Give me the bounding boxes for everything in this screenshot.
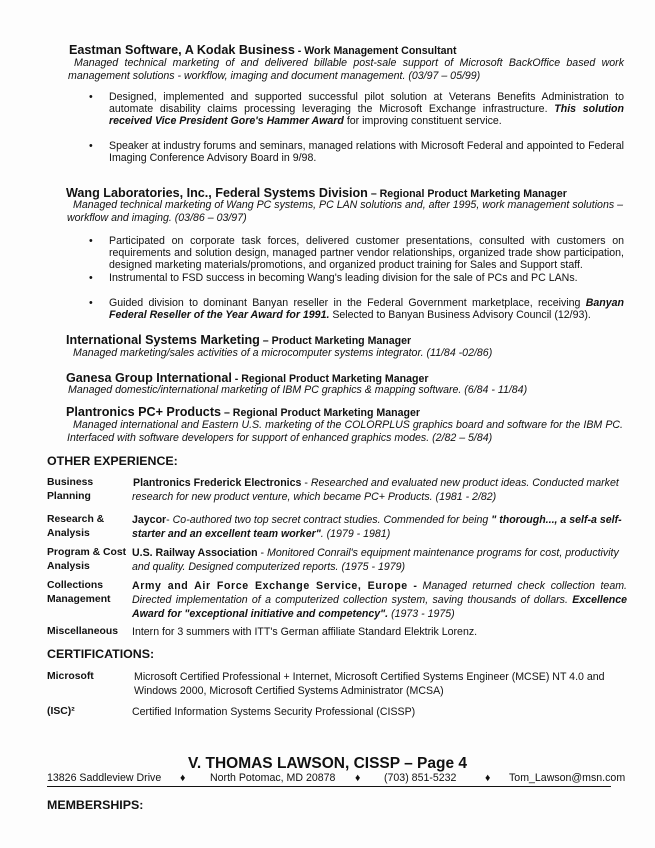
section-heading-other-experience: OTHER EXPERIENCE: [47, 454, 178, 468]
bullet-icon: • [89, 140, 93, 152]
bullet-item: • Designed, implemented and supported successful pilot solution at Veterans Benefits Administration to automate disability claims processing leveraging the Microsoft Exchange infrastructure. This solution received Vice President Gore's Hammer Award for improving constituent service. [89, 91, 624, 128]
certification-label: Microsoft [47, 671, 94, 682]
experience-entry: Plantronics Frederick Electronics - Researched and evaluated new product ideas. Conducted market research for new product venture, which became PC+ Products. (1981 - 2/82) [132, 477, 619, 503]
phone-number: (703) 851-5232 [384, 772, 457, 784]
contact-line [47, 772, 626, 787]
bullet-item: • Participated on corporate task forces, delivered customer presentations, consulted with customers on requirements and solution design, managed partner vendor relationships, organized trade show participation, designed marketing materials/promotions, and organized product training for Sales and Support staff. [89, 235, 624, 272]
experience-entry: Intern for 3 summers with ITT's German affiliate Standard Elektrik Lorenz. [132, 626, 478, 638]
company-name: Eastman Software, A Kodak Business [69, 43, 295, 57]
job-title: Regional Product Marketing Manager [379, 188, 567, 200]
bullet-icon: • [89, 297, 93, 309]
job-title: Regional Product Marketing Manager [241, 373, 429, 385]
company-name: Ganesa Group International [66, 371, 232, 385]
job-description: Managed technical marketing of and delivered billable post-sale support of Microsoft BackOffice based work management solutions - workflow, imaging and document management. (03/97 – 05/99) [68, 57, 624, 82]
bullet-item: • Guided division to dominant Banyan reseller in the Federal Government marketplace, receiving Banyan Federal Reseller of the Year Award for 1991. Selected to Banyan Business Advisory Council (12/93). [89, 297, 624, 322]
bullet-item: • Speaker at industry forums and seminars, managed relations with Microsoft Federal and appointed to Federal Imaging Conference Advisory Board in 9/98. [89, 140, 624, 165]
company-name: International Systems Marketing [66, 333, 260, 347]
job-heading: Eastman Software, A Kodak Business - Work Management Consultant [69, 43, 457, 57]
company-name: Wang Laboratories, Inc., Federal Systems Division [66, 186, 368, 200]
experience-entry: U.S. Railway Association - Monitored Conrail's equipment maintenance programs for cost, productivity and quality. Designed computerized reports. (1975 - 1979) [132, 547, 619, 573]
experience-category-label: Miscellaneous [47, 626, 119, 637]
bullet-icon: • [89, 235, 93, 247]
address-city: North Potomac, MD 20878 [210, 772, 336, 784]
certification-entry: Certified Information Systems Security Professional (CISSP) [132, 706, 416, 718]
certification-label: (ISC)² [47, 706, 75, 717]
job-heading: Ganesa Group International - Regional Product Marketing Manager [66, 371, 429, 385]
job-description: Managed technical marketing of Wang PC systems, PC LAN solutions and, after 1995, work management solutions – workflow and imaging. (03/86 – 03/97) [67, 199, 623, 224]
experience-category-label: Program & Cost Analysis [47, 547, 127, 572]
section-heading-memberships: MEMBERSHIPS: [47, 798, 144, 812]
experience-entry: Jaycor- Co-authored two top secret contract studies. Commended for being " thorough..., a self-a self-starter and an excellent team worker". (1979 - 1981) [132, 514, 622, 540]
certification-entry: Microsoft Certified Professional + Internet, Microsoft Certified Systems Engineer (MCSE) NT 4.0 and Windows 2000, Microsoft Certified Systems Administrator (MCSA) [134, 671, 605, 697]
diamond-icon: ♦ [355, 772, 361, 784]
email-link[interactable]: Tom_Lawson@msn.com [509, 772, 626, 784]
job-description: Managed marketing/sales activities of a microcomputer systems integrator. (11/84 -02/86) [73, 347, 493, 359]
company-name: Plantronics PC+ Products [66, 405, 222, 419]
job-heading: Wang Laboratories, Inc., Federal Systems Division – Regional Product Marketing Manager [66, 186, 567, 200]
job-heading: International Systems Marketing – Product Marketing Manager [66, 333, 412, 347]
address-street: 13826 Saddleview Drive [47, 772, 162, 784]
job-heading: Plantronics PC+ Products – Regional Product Marketing Manager [66, 405, 420, 419]
bullet-icon: • [89, 91, 93, 103]
bullet-icon: • [89, 272, 93, 284]
job-title: Regional Product Marketing Manager [232, 407, 420, 419]
page-header-name: V. THOMAS LAWSON, CISSP – Page 4 [187, 755, 468, 772]
job-title: Work Management Consultant [304, 45, 457, 57]
section-heading-certifications: CERTIFICATIONS: [47, 647, 155, 661]
job-description: Managed domestic/international marketing of IBM PC graphics & mapping software. (6/84 - 11/84) [68, 384, 528, 396]
experience-category-label: Collections Management [47, 580, 111, 605]
experience-category-label: Business Planning [47, 477, 94, 502]
bullet-item: • Instrumental to FSD success in becoming Wang's leading division for the sale of PCs and PC LANs. [89, 272, 578, 284]
job-title: Product Marketing Manager [271, 335, 412, 347]
diamond-icon: ♦ [180, 772, 186, 784]
job-description: Managed international and Eastern U.S. marketing of the COLORPLUS graphics board and software for the IBM PC. Interfaced with software developers for support of enhanced graphics modes. (2/82 – 5/84) [67, 419, 623, 444]
experience-entry: Army and Air Force Exchange Service, Europe - Managed returned check collection team. Directed implementation of a computerized collection system, saving thousands of dollars. Excellence Award for "exceptional initiative and competency". (1973 - 1975) [132, 580, 627, 620]
diamond-icon: ♦ [485, 772, 491, 784]
experience-category-label: Research & Analysis [47, 514, 105, 539]
